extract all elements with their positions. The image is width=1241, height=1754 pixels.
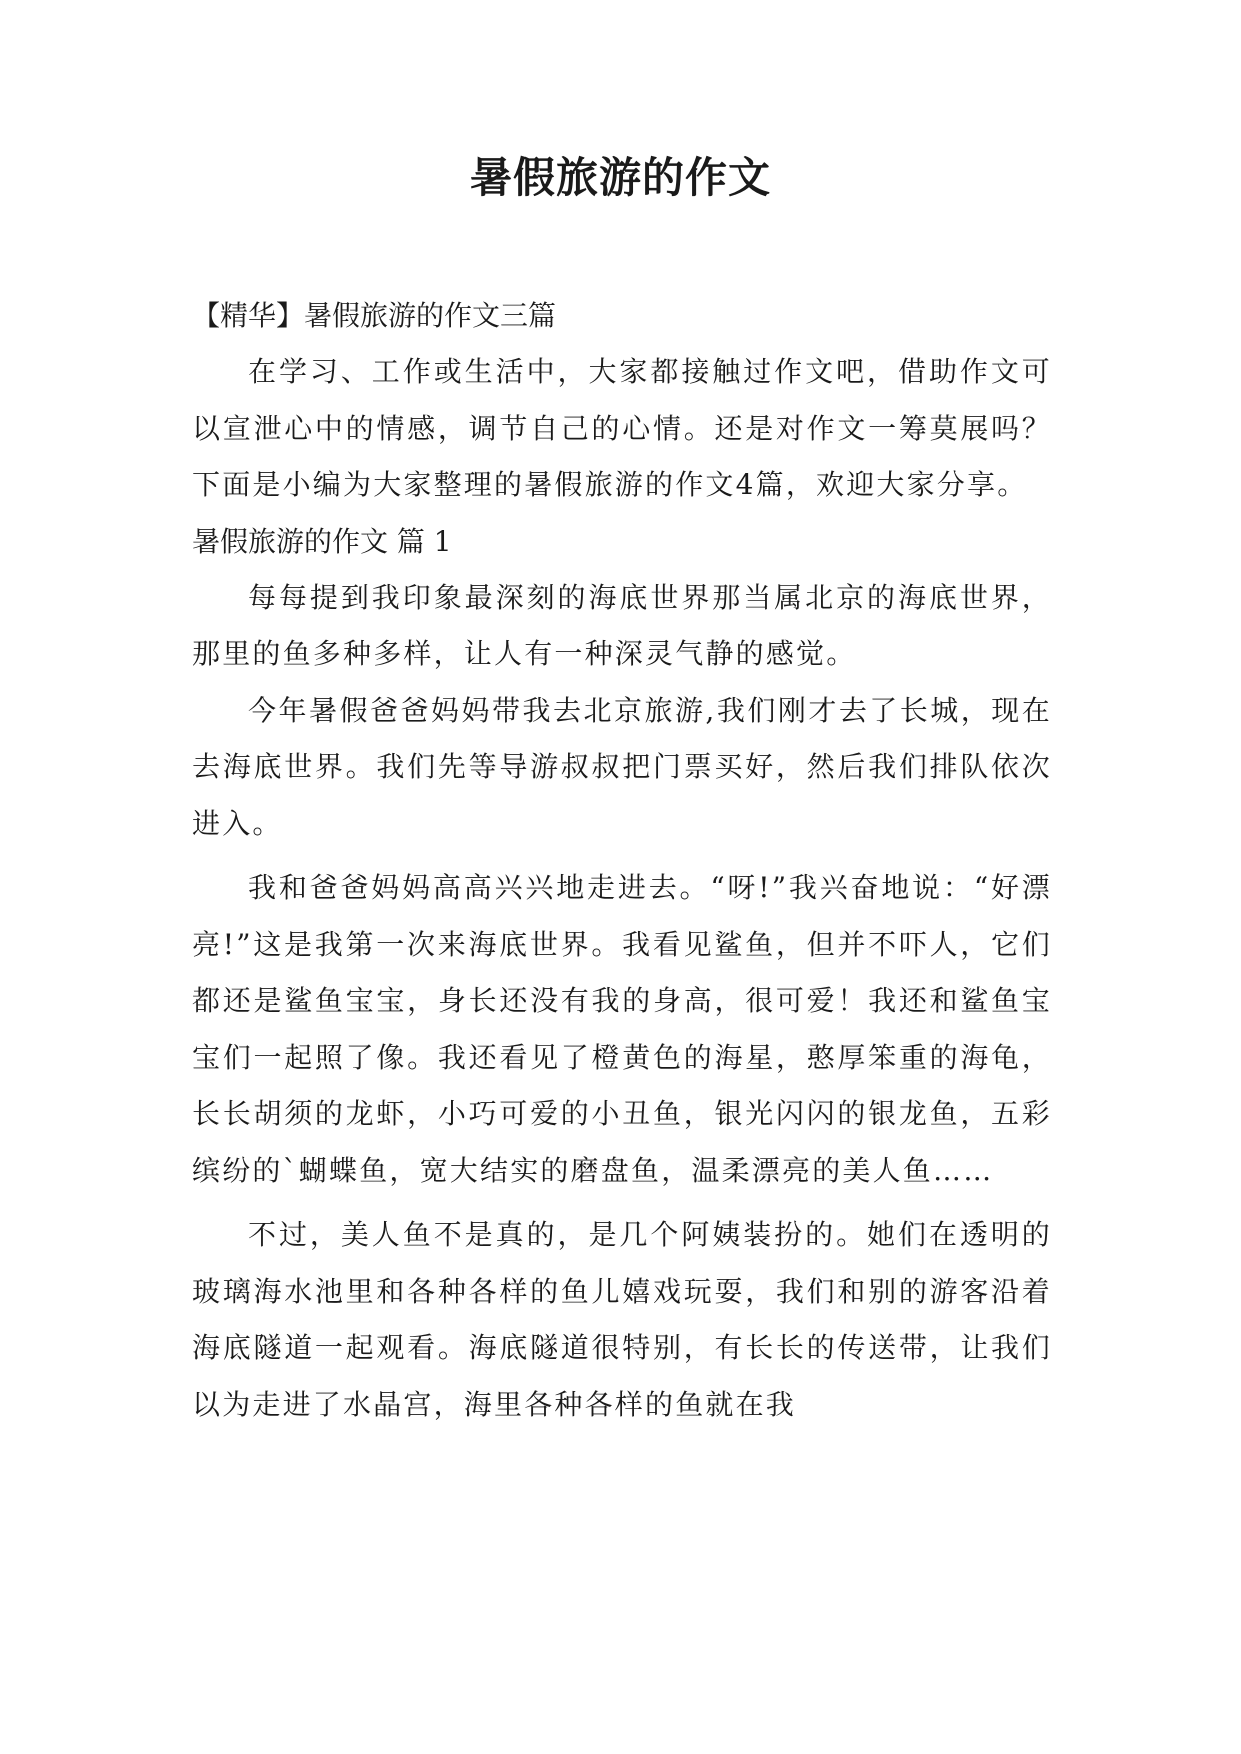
intro-paragraph: 在学习、工作或生活中，大家都接触过作文吧，借助作文可以宣泄心中的情感，调节自己的心情。还是对作文一筹莫展吗？下面是小编为大家整理的暑假旅游的作文4篇，欢迎大家分享。 bbox=[192, 355, 1052, 501]
document-body bbox=[192, 288, 1052, 1433]
document-title: 暑假旅游的作文 bbox=[469, 153, 771, 202]
document-subtitle: 【精华】暑假旅游的作文三篇 bbox=[192, 299, 557, 332]
paragraph-gap bbox=[192, 1199, 1052, 1207]
body-paragraph: 今年暑假爸爸妈妈带我去北京旅游,我们刚才去了长城，现在去海底世界。我们先等导游叔叔把门票买好，然后我们排队依次进入。 bbox=[192, 693, 1052, 840]
body-paragraph: 我和爸爸妈妈高高兴兴地走进去。“呀!”我兴奋地说：“好漂亮!”这是我第一次来海底世界。我看见鲨鱼，但并不吓人，它们都还是鲨鱼宝宝，身长还没有我的身高，很可爱！我还和鲨鱼宝宝们一起照了像。我还看见了橙黄色的海星，憨厚笨重的海龟，长长胡须的龙虾，小巧可爱的小丑鱼，银光闪闪的银龙鱼，五彩缤纷的`蝴蝶鱼，宽大结实的磨盘鱼，温柔漂亮的美人鱼…… bbox=[192, 871, 1052, 1187]
body-paragraph: 每每提到我印象最深刻的海底世界那当属北京的海底世界，那里的鱼多种多样，让人有一种深灵气静的感觉。 bbox=[192, 580, 1052, 670]
paragraph-gap bbox=[192, 852, 1052, 860]
section-heading: 暑假旅游的作文 篇 1 bbox=[192, 524, 452, 558]
body-paragraph: 不过，美人鱼不是真的，是几个阿姨装扮的。她们在透明的玻璃海水池里和各种各样的鱼儿嬉戏玩耍，我们和别的游客沿着海底隧道一起观看。海底隧道很特别，有长长的传送带，让我们以为走进了水晶宫，海里各种各样的鱼就在我 bbox=[192, 1218, 1052, 1421]
